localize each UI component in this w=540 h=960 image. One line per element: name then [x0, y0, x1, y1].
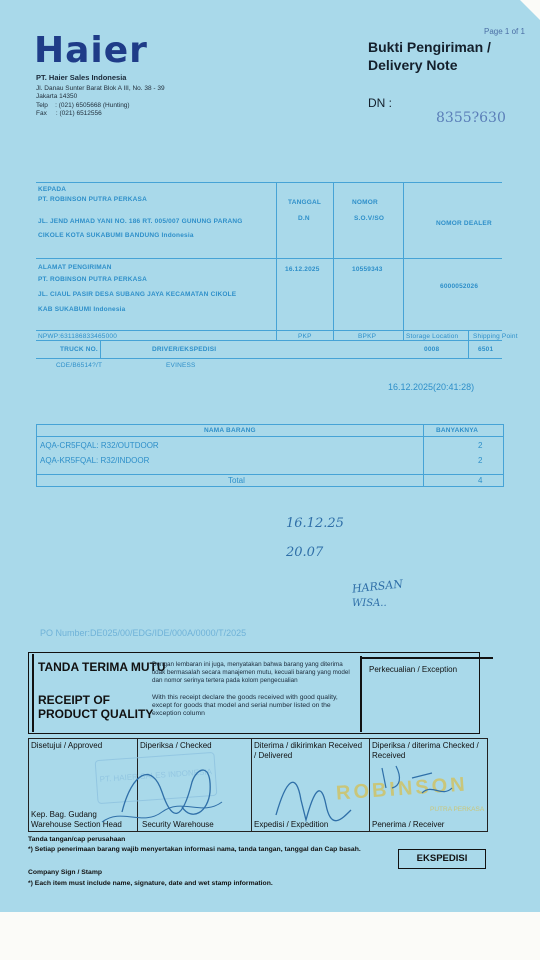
footer-note-1-title: Tanda tangan/cap perusahaan [28, 836, 126, 843]
footer-note-1-text: *) Setiap penerimaan barang wajib menyertakan informasi nama, tanda tangan, tanggal dan Cap basah. [28, 846, 361, 853]
dn-value: 8355?630 [436, 110, 506, 126]
divider [503, 424, 504, 486]
sig-security-label: Security Warehouse [142, 820, 214, 829]
item-row-1-name: AQA-CR5FQAL: R32/OUTDOOR [40, 441, 159, 450]
sig-receiver-label: Penerima / Receiver [372, 820, 445, 829]
driver-value: EVINESS [166, 362, 196, 369]
divider [100, 340, 101, 358]
divider [36, 258, 502, 259]
page-number: Page 1 of 1 [484, 27, 525, 36]
shipping-label: ALAMAT PENGIRIMAN [38, 264, 112, 271]
divider [36, 182, 502, 183]
divider [32, 654, 34, 732]
col-tanggal: TANGGAL [288, 199, 322, 206]
haier-logo: Haier [34, 30, 148, 71]
sig-checked-received-label: Diperiksa / diterima Checked / Received [372, 741, 479, 760]
divider [36, 424, 37, 486]
divider [423, 424, 424, 486]
sig-approved-label: Disetujui / Approved [31, 741, 103, 750]
ekspedisi-label: EKSPEDISI [398, 849, 486, 869]
robinson-stamp: ROBINSON [335, 773, 469, 805]
sig-expedition-label: Expedisi / Expedition [254, 820, 329, 829]
col-nomor: NOMOR [352, 199, 378, 206]
dn-label: DN : [368, 96, 392, 110]
divider [36, 436, 504, 437]
recipient-address-1: JL. JEND AHMAD YANI NO. 186 RT. 005/007 GUNUNG PARANG [38, 218, 243, 225]
col-dn: D.N [298, 215, 310, 222]
shipping-number: 10559343 [352, 266, 383, 273]
shipping-address-2: KAB SUKABUMI Indonesia [38, 306, 126, 313]
company-name: PT. Haier Sales Indonesia [36, 73, 127, 82]
robinson-stamp-sub: PUTRA PERKASA [430, 806, 485, 813]
handwritten-signature: HARSAN [351, 577, 404, 596]
divider [36, 358, 502, 359]
delivered-signature-scribble [266, 760, 356, 830]
shipping-point-label: Shipping Point [473, 333, 518, 340]
receiver-signature-scribble [372, 748, 485, 818]
shipping-name: PT. ROBINSON PUTRA PERKASA [38, 276, 147, 283]
title-line-1: Bukti Pengiriman / [368, 39, 491, 55]
checked-signature-scribble [92, 752, 242, 832]
sig-checked-label: Diperiksa / Checked [140, 741, 212, 750]
recipient-name: PT. ROBINSON PUTRA PERKASA [38, 196, 147, 203]
recipient-address-2: CIKOLE KOTA SUKABUMI BANDUNG Indonesia [38, 232, 194, 239]
divider [36, 424, 504, 425]
divider [333, 182, 334, 340]
title-line-2: Delivery Note [368, 57, 458, 73]
receipt-text-id: Dengan lembaran ini juga, menyatakan bahwa barang yang diterima tidak bermasalah secara manajemen mutu, kecuali barang yang model dan nomor serinya tertera pada kolom pengecualian [152, 661, 350, 685]
divider [276, 182, 277, 340]
receipt-title-id: TANDA TERIMA MUTU [38, 660, 166, 674]
handwritten-name: WISA.. [352, 598, 387, 609]
truck-value: CDE/B6514?/T [56, 362, 103, 369]
footer-note-2-title: Company Sign / Stamp [28, 869, 103, 876]
divider [251, 739, 252, 831]
storage-location-value: 0008 [424, 346, 440, 353]
bpkp: BPKP [358, 333, 377, 340]
divider [360, 656, 362, 732]
po-number: PO Number:DE025/00/EDG/IDE/000A/0000/T/2025 [40, 628, 247, 638]
item-row-2-qty: 2 [478, 456, 483, 465]
driver-label: DRIVER/EKSPEDISI [152, 346, 217, 353]
storage-location-label: Storage Location [406, 333, 459, 340]
divider [468, 330, 469, 358]
shipping-point-value: 6501 [478, 346, 494, 353]
col-nama-barang: NAMA BARANG [204, 427, 256, 434]
shipping-date: 16.12.2025 [285, 266, 320, 273]
col-banyaknya: BANYAKNYA [436, 427, 479, 434]
divider [36, 330, 502, 331]
receipt-text-en: With this receipt declare the goods received with good quality, except for goods that model and serial number listed on the exception column [152, 694, 338, 718]
handwritten-date: 16.12.25 [286, 516, 344, 531]
receipt-title-en: RECEIPT OF PRODUCT QUALITY [38, 693, 154, 721]
divider [36, 474, 504, 475]
divider [36, 486, 504, 487]
npwp: NPWP:631186833465000 [38, 333, 118, 340]
total-qty: 4 [478, 476, 483, 485]
item-row-2-name: AQA-KR5FQAL: R32/INDOOR [40, 456, 150, 465]
haier-stamp-text: PT. HAIER SALES INDONESIA [99, 767, 213, 784]
item-row-1-qty: 2 [478, 441, 483, 450]
exception-label: Perkecualian / Exception [369, 665, 458, 674]
handwritten-time: 20.07 [286, 545, 324, 560]
footer-note-2-text: *) Each item must include name, signature, date and wet stamp information. [28, 880, 273, 887]
sig-warehouse-head-label: Kep. Bag. Gudang Warehouse Section Head [31, 810, 122, 829]
pkp: PKP [298, 333, 312, 340]
total-label: Total [228, 476, 245, 485]
recipient-label: KEPADA [38, 186, 67, 193]
col-so: S.O.V/SO [354, 215, 385, 222]
divider [403, 182, 404, 340]
sig-received-label: Diterima / dikirimkan Received / Delivered [254, 741, 363, 760]
divider [36, 340, 502, 341]
print-timestamp: 16.12.2025(20:41:28) [388, 382, 475, 392]
shipping-address-1: JL. CIAUL PASIR DESA SUBANG JAYA KECAMATAN CIKOLE [38, 291, 237, 298]
dealer-number: 6000052026 [440, 283, 479, 290]
truck-label: TRUCK NO. [60, 346, 98, 353]
col-nomor-dealer: NOMOR DEALER [436, 220, 492, 227]
document-title [368, 38, 491, 74]
company-address: Jl. Danau Sunter Barat Blok A III, No. 38 - 39 Jakarta 14350 Telp : (021) 6505668 (Hunting) Fax : (021) 6512556 [36, 85, 165, 117]
